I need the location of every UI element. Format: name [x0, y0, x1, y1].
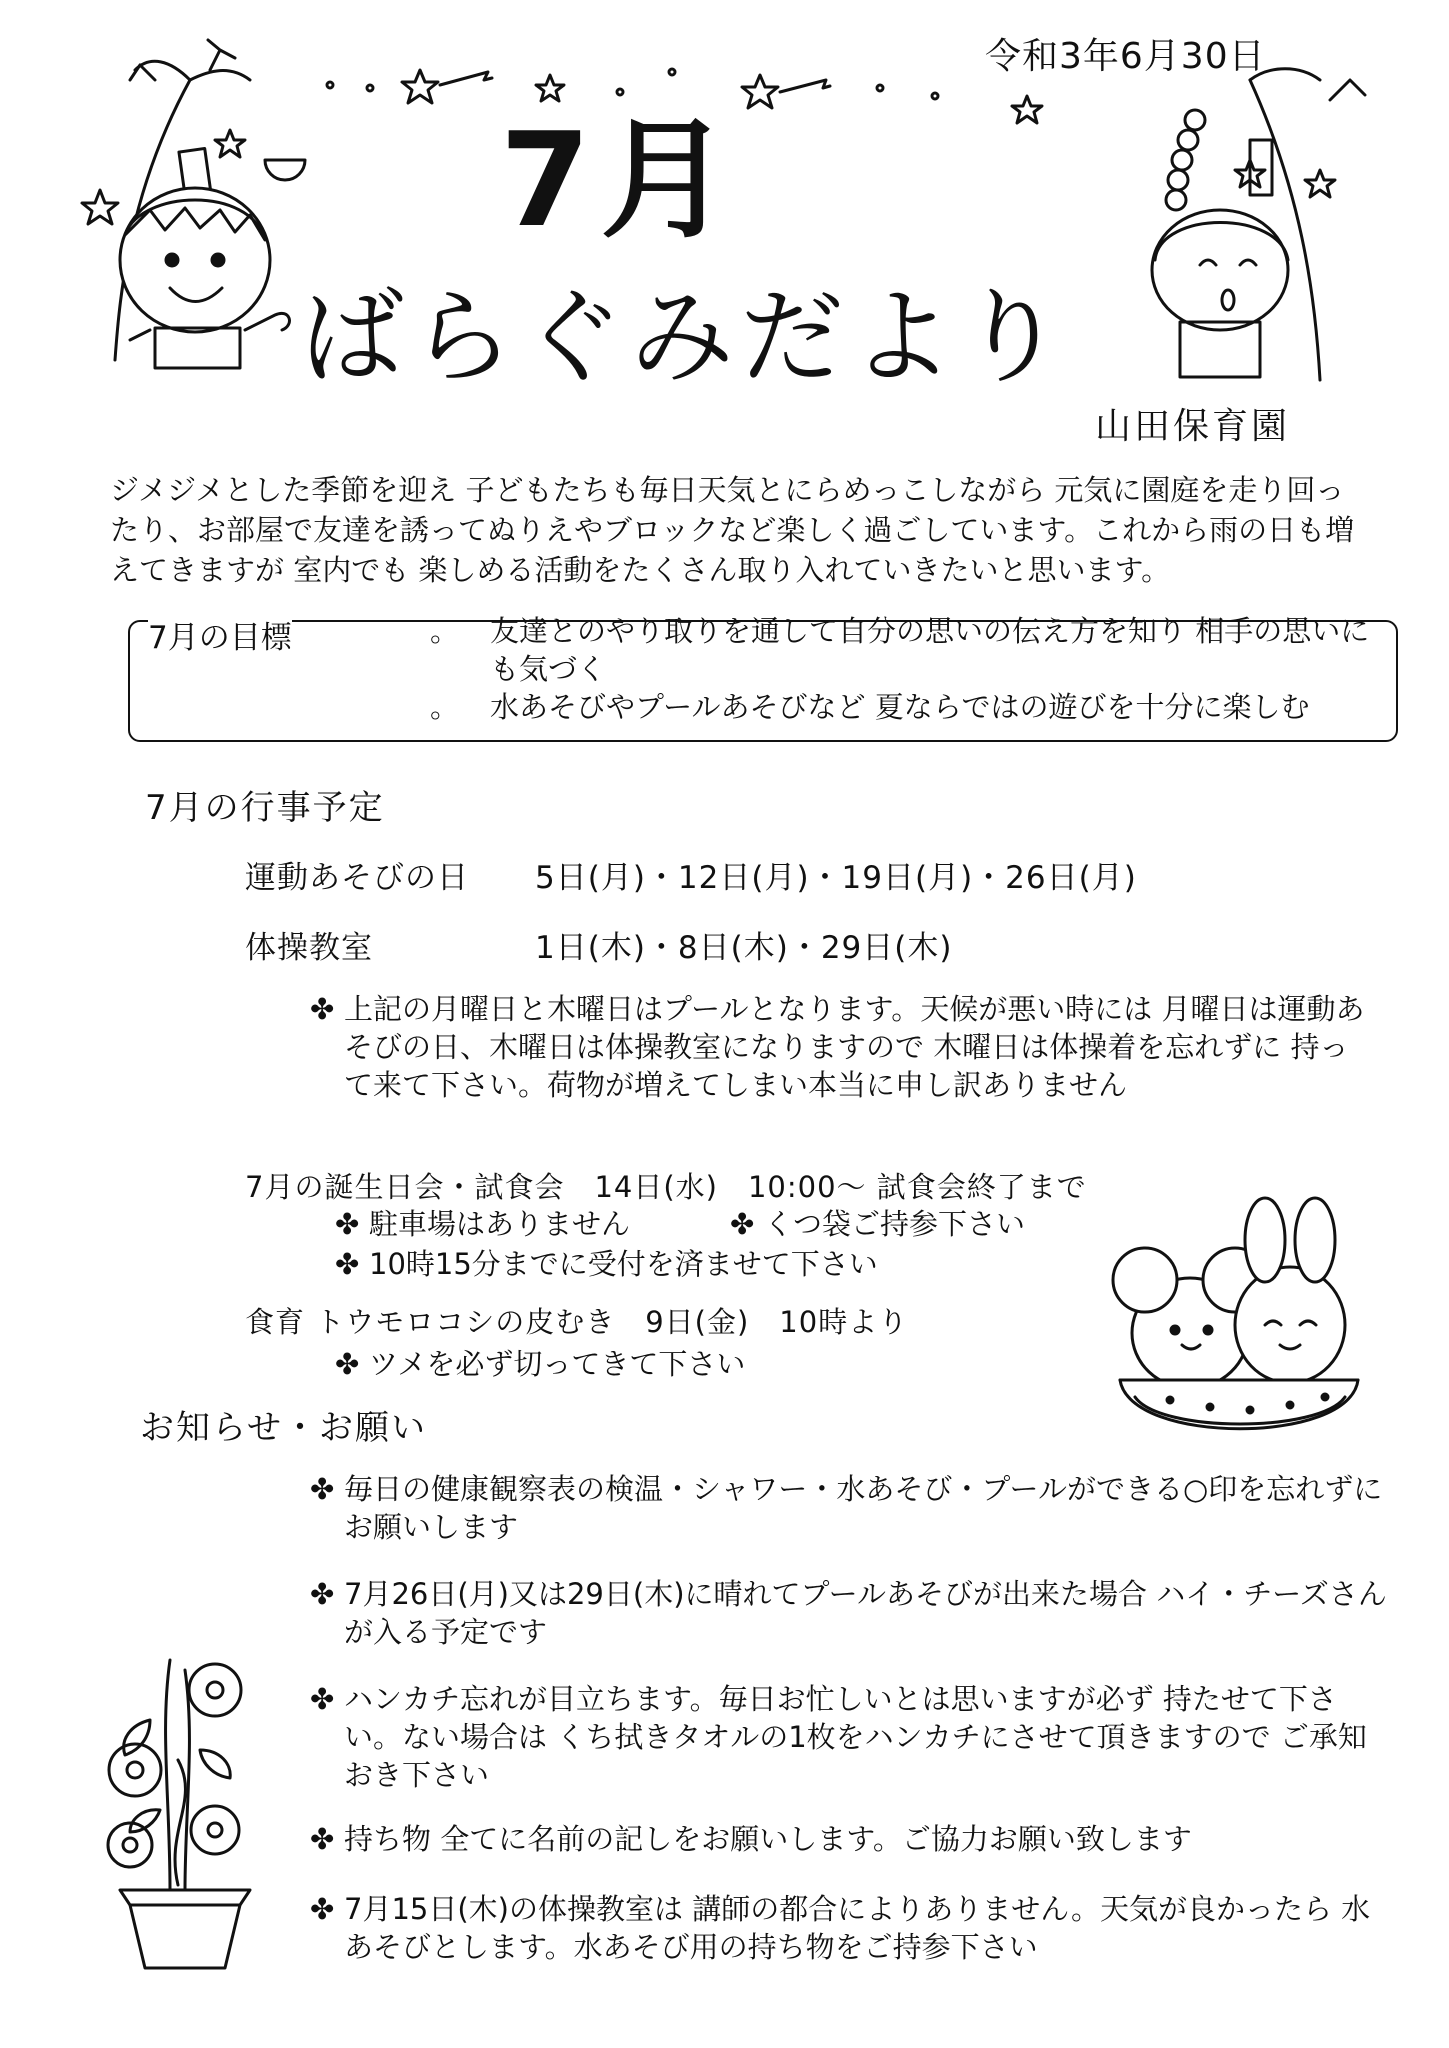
notice-text: 7月15日(木)の体操教室は 講師の都合によりありません。天気が良かったら 水あそびとします。水あそび用の持ち物をご持参下さい [344, 1892, 1371, 1964]
goal-bullet: 。 [430, 614, 460, 648]
notice-item [310, 1575, 1390, 1651]
undou-dates: 5日(月)・12日(月)・19日(月)・26日(月) [535, 860, 1137, 896]
notice-item [310, 1470, 1390, 1546]
goal-bullet: 。 [430, 690, 460, 724]
birthday-note-shoebag [730, 1205, 1025, 1243]
notice-item [310, 1680, 1390, 1794]
notice-text: 持ち物 全てに名前の記しをお願いします。ご協力お願い致します [344, 1822, 1192, 1856]
undou-label: 運動あそびの日 [245, 860, 469, 896]
newsletter-title: ばらぐみだより [300, 276, 1071, 398]
notice-text: 7月26日(月)又は29日(木)に晴れてプールあそびが出来た場合 ハイ・チーズさんが入る予定です [344, 1577, 1387, 1649]
star-bullet-icon: ✤ [310, 1822, 335, 1856]
notice-item [310, 1890, 1390, 1966]
birthday-note-text: 駐車場はありません [369, 1207, 631, 1241]
food-note [335, 1345, 745, 1383]
birthday-line: 7月の誕生日会・試食会 14日(水) 10:00〜 試食会終了まで [245, 1170, 1087, 1204]
star-bullet-icon: ✤ [310, 1892, 335, 1926]
morning-glory-pot-illustration [100, 1650, 270, 1980]
star-bullet-icon: ✤ [310, 992, 335, 1026]
month-heading: 7月 [500, 104, 741, 256]
star-bullet-icon: ✤ [335, 1247, 360, 1281]
school-name: 山田保育園 [1095, 406, 1291, 447]
birthday-note-parking [335, 1205, 630, 1243]
star-bullet-icon: ✤ [310, 1577, 335, 1611]
food-line: 食育 トウモロコシの皮むき 9日(金) 10時より [245, 1305, 909, 1339]
notices-title: お知らせ・お願い [140, 1408, 427, 1448]
intro-paragraph: ジメジメとした季節を迎え 子どもたちも毎日天気とにらめっこしながら 元気に園庭を走り回ったり、お部屋で友達を誘ってぬりえやブロックなど楽しく過ごしています。これから雨の日も増えてきますが 室内でも 楽しめる活動をたくさん取り入れていきたいと思います。 [110, 473, 1355, 587]
birthday-note-text: くつ袋ご持参下さい [764, 1207, 1026, 1241]
events-title: 7月の行事予定 [145, 788, 385, 828]
notice-item [310, 1820, 1390, 1858]
food-note-text: ツメを必ず切ってきて下さい [369, 1347, 746, 1381]
goal-item [430, 612, 1390, 688]
star-bullet-icon: ✤ [730, 1207, 755, 1241]
notice-text: ハンカチ忘れが目立ちます。毎日お忙しいとは思いますが必ず 持たせて下さい。ない場合は くち拭きタオルの1枚をハンカチにさせて頂きますので ご承知おき下さい [344, 1682, 1367, 1792]
issue-date: 令和3年6月30日 [985, 36, 1266, 77]
birthday-note-reception [335, 1245, 878, 1283]
star-bullet-icon: ✤ [335, 1347, 360, 1381]
pool-note [310, 990, 1370, 1104]
animals-watermelon-illustration [1100, 1185, 1370, 1445]
goal-text: 友達とのやり取りを通して自分の思いの伝え方を知り 相手の思いにも気づく [490, 614, 1370, 686]
star-bullet-icon: ✤ [335, 1207, 360, 1241]
notice-text: 毎日の健康観察表の検温・シャワー・水あそび・プールができる○印を忘れずにお願いします [344, 1472, 1383, 1544]
pool-note-text: 上記の月曜日と木曜日はプールとなります。天候が悪い時には 月曜日は運動あそびの日、木曜日は体操教室になりますので 木曜日は体操着を忘れずに 持って来て下さい。荷物が増えてしまい本当に申し訳ありません [344, 992, 1365, 1102]
girl-tanabata-illustration [1100, 60, 1380, 390]
star-bullet-icon: ✤ [310, 1682, 335, 1716]
goals-label: 7月の目標 [148, 612, 292, 657]
goal-item [430, 688, 1390, 726]
taisou-dates: 1日(木)・8日(木)・29日(木) [535, 930, 953, 966]
goal-text: 水あそびやプールあそびなど 夏ならではの遊びを十分に楽しむ [490, 690, 1310, 724]
goals-list [430, 612, 1390, 726]
boy-tanabata-illustration [60, 40, 360, 380]
taisou-label: 体操教室 [245, 930, 373, 966]
star-bullet-icon: ✤ [310, 1472, 335, 1506]
birthday-note-text: 10時15分までに受付を済ませて下さい [369, 1247, 878, 1281]
